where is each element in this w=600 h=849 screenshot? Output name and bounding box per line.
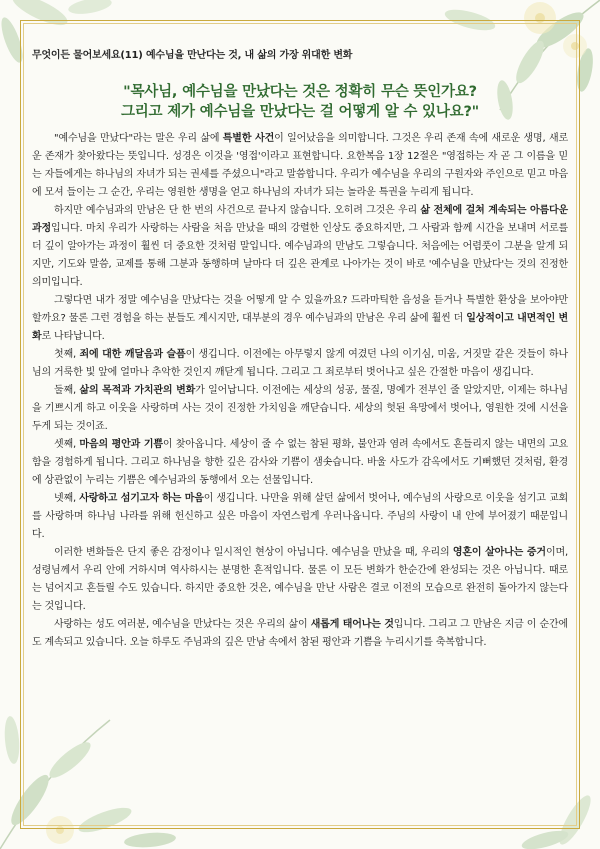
paragraph bbox=[32, 346, 568, 382]
paragraph-text: 이 일어났음을 의미합니다. 그것은 우리 존재 속에 새로운 생명, 새로운 존재가 찾아왔다는 뜻입니다. 성경은 이것을 '영접'이라고 표현합니다. 요한복음 1장 12절은 "영접하는 자 곧 그 이름을 믿는 자들에게는 하나님의 자녀가 되는 권세를 주셨으니"라고 말씀합니다. 우리가 예수님을 우리의 구원자와 주인으로 믿고 마음에 모셔 들이는 그 순간, 우리는 영원한 생명을 얻고 하나님의 자녀가 되는 놀라운 특권을 누리게 됩니다. bbox=[32, 133, 568, 198]
emphasis-text: 삶 전체에 걸쳐 계속되는 아름다운 과정 bbox=[32, 205, 568, 234]
paragraph-text: "예수님을 만났다"라는 말은 우리 삶에 bbox=[54, 133, 223, 144]
paragraph bbox=[32, 292, 568, 346]
emphasis-text: 죄에 대한 깨달음과 슬픔 bbox=[79, 349, 186, 360]
paragraph-text: 둘째, bbox=[54, 385, 80, 396]
question-title bbox=[40, 82, 560, 122]
emphasis-text: 특별한 사건 bbox=[222, 133, 275, 144]
paragraph bbox=[32, 544, 568, 616]
emphasis-text: 영혼이 살아나는 증거 bbox=[452, 547, 546, 558]
emphasis-text: 삶의 목적과 가치관의 변화 bbox=[79, 385, 196, 396]
paragraph bbox=[32, 382, 568, 436]
paragraph-text: 이 찾아옵니다. 세상이 줄 수 없는 참된 평화, 불안과 염려 속에서도 흔들리지 않는 내면의 고요함을 경험하게 됩니다. 그리고 하나님을 향한 깊은 감사와 기쁨이 샘솟습니다. 바울 사도가 감옥에서도 기뻐했던 것처럼, 환경에 상관없이 누리는 기쁨은 예수님과의 동행에서 오는 선물입니다. bbox=[32, 439, 568, 486]
paragraph-text: 로 나타납니다. bbox=[41, 331, 105, 342]
emphasis-text: 새롭게 태어나는 것 bbox=[310, 619, 394, 630]
document-header: 무엇이든 물어보세요(11) 예수님을 만난다는 것, 내 삶의 가장 위대한 변화 bbox=[32, 50, 353, 61]
paragraph bbox=[32, 490, 568, 544]
paragraph-text: 셋째, bbox=[54, 439, 80, 450]
paragraph-text: 넷째, bbox=[54, 493, 80, 504]
emphasis-text: 마음의 평안과 기쁨 bbox=[79, 439, 163, 450]
emphasis-text: 일상적이고 내면적인 변화 bbox=[32, 313, 568, 342]
paragraph bbox=[32, 616, 568, 652]
paragraph-text: 가 일어납니다. 이전에는 세상의 성공, 물질, 명예가 전부인 줄 알았지만, 이제는 하나님을 기쁘시게 하고 이웃을 사랑하며 사는 것이 진정한 가치임을 깨닫습니다. 세상의 헛된 욕망에서 벗어나, 영원한 것에 시선을 두게 되는 것이죠. bbox=[32, 385, 568, 432]
paragraph bbox=[32, 436, 568, 490]
paragraph-text: 첫째, bbox=[54, 349, 80, 360]
paragraph-text: 입니다. 그리고 그 만남은 지금 이 순간에도 계속되고 있습니다. 오늘 하루도 주님과의 깊은 만남 속에서 참된 평안과 기쁨을 누리시기를 축복합니다. bbox=[32, 619, 568, 648]
paragraph-text: 하지만 예수님과의 만남은 단 한 번의 사건으로 끝나지 않습니다. 오히려 그것은 우리 bbox=[54, 205, 421, 216]
paragraph bbox=[32, 202, 568, 292]
paragraph-text: 이러한 변화들은 단지 좋은 감정이나 일시적인 현상이 아닙니다. 예수님을 만났을 때, 우리의 bbox=[54, 547, 453, 558]
paragraph-text: 사랑하는 성도 여러분, 예수님을 만났다는 것은 우리의 삶이 bbox=[54, 619, 311, 630]
paragraph-text: 그렇다면 내가 정말 예수님을 만났다는 것을 어떻게 알 수 있을까요? 드라마틱한 음성을 듣거나 특별한 환상을 보아야만 할까요? 물론 그런 경험을 하는 분들도 계시지만, 대부분의 경우 예수님과의 만남은 우리 삶에 훨씬 더 bbox=[32, 295, 568, 324]
emphasis-text: 사랑하고 섬기고자 하는 마음 bbox=[79, 493, 204, 504]
paragraph-text: 이 생깁니다. 이전에는 아무렇지 않게 여겼던 나의 이기심, 미움, 거짓말 같은 것들이 하나님의 거룩한 빛 앞에 얼마나 추악한 것인지 깨닫게 됩니다. 그리고 그 죄로부터 벗어나고 싶은 간절한 마음이 생깁니다. bbox=[32, 349, 569, 378]
paragraph bbox=[32, 130, 568, 202]
paragraph-text: 이며, 성령님께서 우리 안에 거하시며 역사하시는 분명한 흔적입니다. 물론 이 모든 변화가 한순간에 완성되는 것은 아닙니다. 때로는 넘어지고 흔들릴 수도 있습니다. 하지만 중요한 것은, 예수님을 만난 사람은 결코 이전의 모습으로 완전히 돌아가지 않는다는 것입니다. bbox=[32, 547, 568, 612]
article-body bbox=[32, 130, 568, 652]
question-line-2: 그리고 제가 예수님을 만났다는 걸 어떻게 알 수 있나요?" bbox=[120, 104, 480, 120]
paragraph-text: 이 생깁니다. 나만을 위해 살던 삶에서 벗어나, 예수님의 사랑으로 이웃을 섬기고 교회를 사랑하며 하나님 나라를 위해 헌신하고 싶은 마음이 자연스럽게 우러나옵니다. 주님의 사랑이 내 안에 부어졌기 때문입니다. bbox=[32, 493, 568, 540]
paragraph-text: 입니다. 마치 우리가 사랑하는 사람을 처음 만났을 때의 강렬한 인상도 중요하지만, 그 사람과 함께 시간을 보내며 서로를 더 깊이 알아가는 과정이 훨씬 더 중요한 것처럼 말입니다. 예수님과의 만남도 그렇습니다. 처음에는 어렴풋이 그분을 알게 되지만, 기도와 말씀, 교제를 통해 그분과 동행하며 날마다 더 깊은 관계로 나아가는 것이 바로 '예수님을 만났다'는 것의 진정한 의미입니다. bbox=[32, 223, 568, 288]
question-line-1: "목사님, 예수님을 만났다는 것은 정확히 무슨 뜻인가요? bbox=[123, 84, 477, 100]
